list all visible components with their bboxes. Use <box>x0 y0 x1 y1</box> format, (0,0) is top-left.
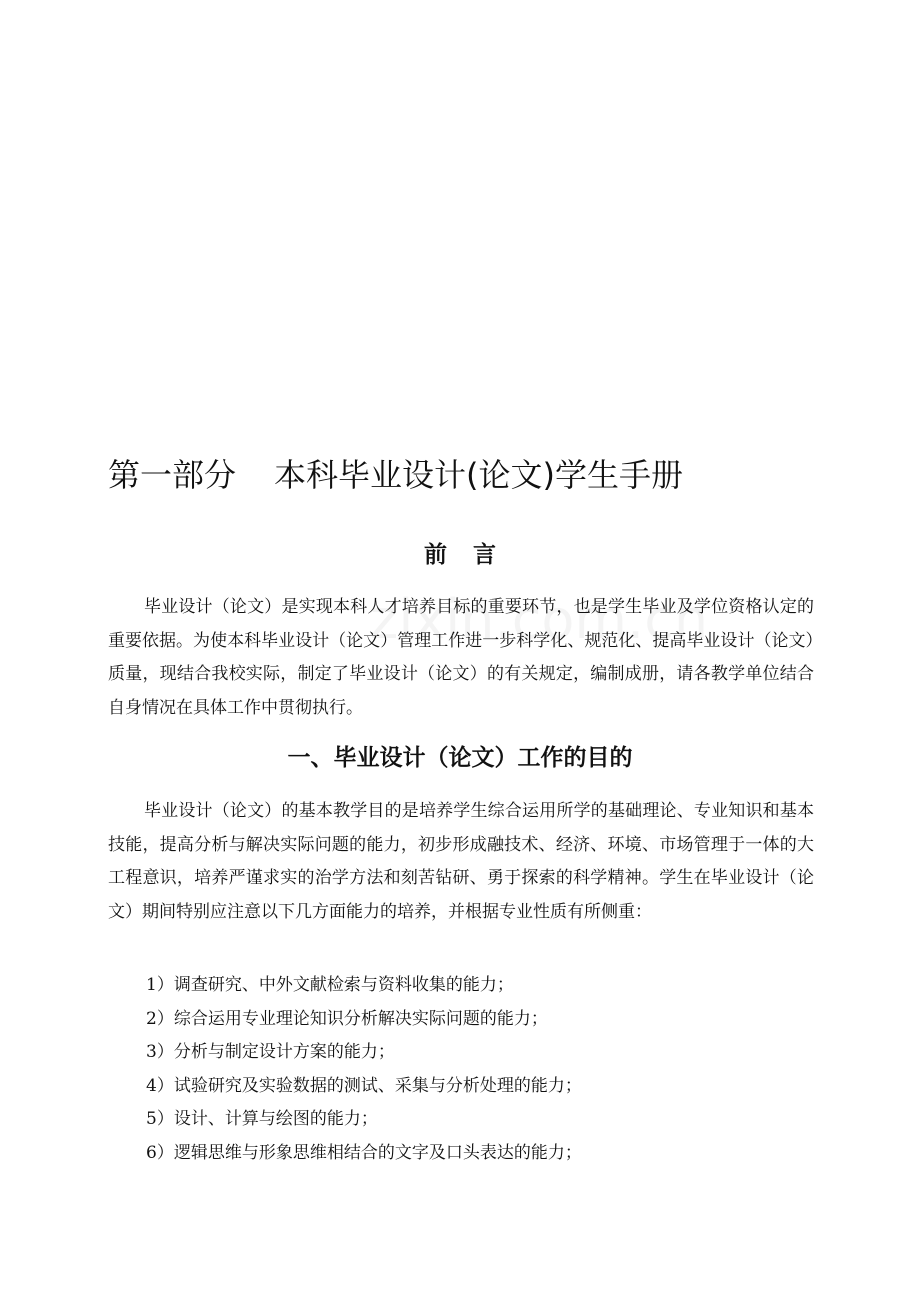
list-item: 1）调查研究、中外文献检索与资料收集的能力； <box>146 975 514 995</box>
part-title-number: 第一部分 <box>108 456 237 494</box>
part-title <box>108 450 683 496</box>
preface-paragraph: 毕业设计（论文）是实现本科人才培养目标的重要环节，也是学生毕业及学位资格认定的重要依据。为使本科毕业设计（论文）管理工作进一步科学化、规范化、提高毕业设计（论文）质量，现结合我校实际，制定了毕业设计（论文）的有关规定，编制成册，请各教学单位结合自身情况在具体工作中贯彻执行。 <box>108 597 814 718</box>
section-title-purpose: 一、毕业设计（论文）工作的目的 <box>287 745 633 771</box>
list-item: 5）设计、计算与绘图的能力； <box>146 1109 378 1129</box>
list-item: 2）综合运用专业理论知识分析解决实际问题的能力； <box>146 1008 548 1029</box>
purpose-paragraph: 毕业设计（论文）的基本教学目的是培养学生综合运用所学的基础理论、专业知识和基本技能，提高分析与解决实际问题的能力，初步形成融技术、经济、环境、市场管理于一体的大工程意识，培养严谨求实的治学方法和刻苦钻研、勇于探索的科学精神。学生在毕业设计（论文）期间特别应注意以下几方面能力的培养，并根据专业性质有所侧重： <box>108 801 814 922</box>
list-item: 3）分析与制定设计方案的能力； <box>146 1042 395 1062</box>
list-item: 4）试验研究及实验数据的测试、采集与分析处理的能力； <box>146 1075 582 1096</box>
part-title-text: 本科毕业设计(论文)学生手册 <box>274 456 683 494</box>
list-item: 6）逻辑思维与形象思维相结合的文字及口头表达的能力； <box>146 1142 582 1163</box>
preface-title: 前言 <box>424 542 522 568</box>
abilities-list <box>146 969 582 1170</box>
